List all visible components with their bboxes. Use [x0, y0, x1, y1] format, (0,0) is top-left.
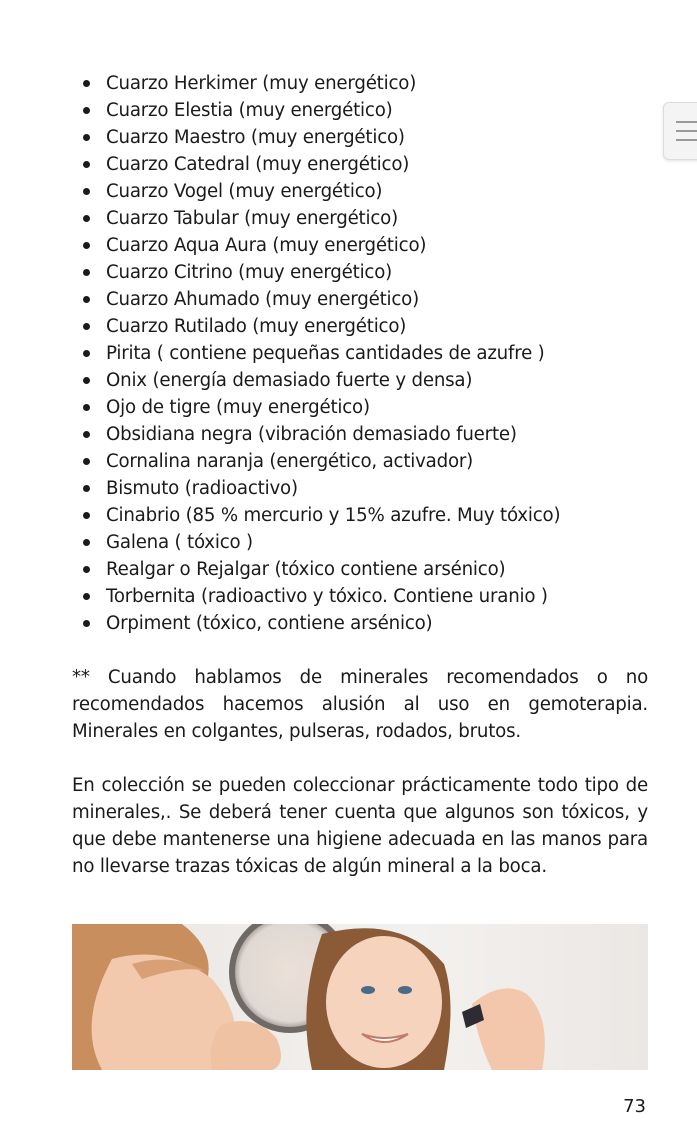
list-item: Ojo de tigre (muy energético): [72, 394, 662, 421]
menu-line: [676, 121, 697, 123]
list-item: Realgar o Rejalgar (tóxico contiene arsénico): [72, 556, 662, 583]
menu-line: [676, 130, 697, 132]
list-item: Torbernita (radioactivo y tóxico. Contiene uranio ): [72, 583, 662, 610]
list-item: Cuarzo Vogel (muy energético): [72, 178, 662, 205]
gemotherapy-note: ** Cuando hablamos de minerales recomendados o no recomendados hacemos alusión al uso en gemoterapia. Minerales en colgantes, pulseras, rodados, brutos.: [72, 667, 648, 742]
list-item: Onix (energía demasiado fuerte y densa): [72, 367, 662, 394]
children-with-magnifier-photo: [72, 924, 648, 1070]
collection-paragraph: En colección se pueden coleccionar prácticamente todo tipo de minerales,. Se deberá tener cuenta que algunos son tóxicos, y que debe mantenerse una higiene adecuada en las manos para no llevarse trazas tóxicas de algún mineral a la boca.: [72, 775, 648, 877]
list-item: Cuarzo Tabular (muy energético): [72, 205, 662, 232]
list-item: Cuarzo Herkimer (muy energético): [72, 70, 662, 97]
mineral-list: [72, 70, 662, 637]
list-item: Galena ( tóxico ): [72, 529, 662, 556]
list-item: Cuarzo Ahumado (muy energético): [72, 286, 662, 313]
list-item: Cuarzo Elestia (muy energético): [72, 97, 662, 124]
list-item: Orpiment (tóxico, contiene arsénico): [72, 610, 662, 637]
list-item: Cuarzo Citrino (muy energético): [72, 259, 662, 286]
list-item: Cuarzo Catedral (muy energético): [72, 151, 662, 178]
list-item: Cuarzo Rutilado (muy energético): [72, 313, 662, 340]
menu-line: [676, 139, 697, 141]
page-number: 73: [623, 1096, 646, 1117]
list-item: Obsidiana negra (vibración demasiado fuerte): [72, 421, 662, 448]
list-item: Cinabrio (85 % mercurio y 15% azufre. Muy tóxico): [72, 502, 662, 529]
list-item: Cornalina naranja (energético, activador): [72, 448, 662, 475]
list-item: Cuarzo Maestro (muy energético): [72, 124, 662, 151]
list-item: Bismuto (radioactivo): [72, 475, 662, 502]
list-item: Pirita ( contiene pequeñas cantidades de azufre ): [72, 340, 662, 367]
list-item: Cuarzo Aqua Aura (muy energético): [72, 232, 662, 259]
hamburger-menu-icon[interactable]: [663, 102, 697, 160]
